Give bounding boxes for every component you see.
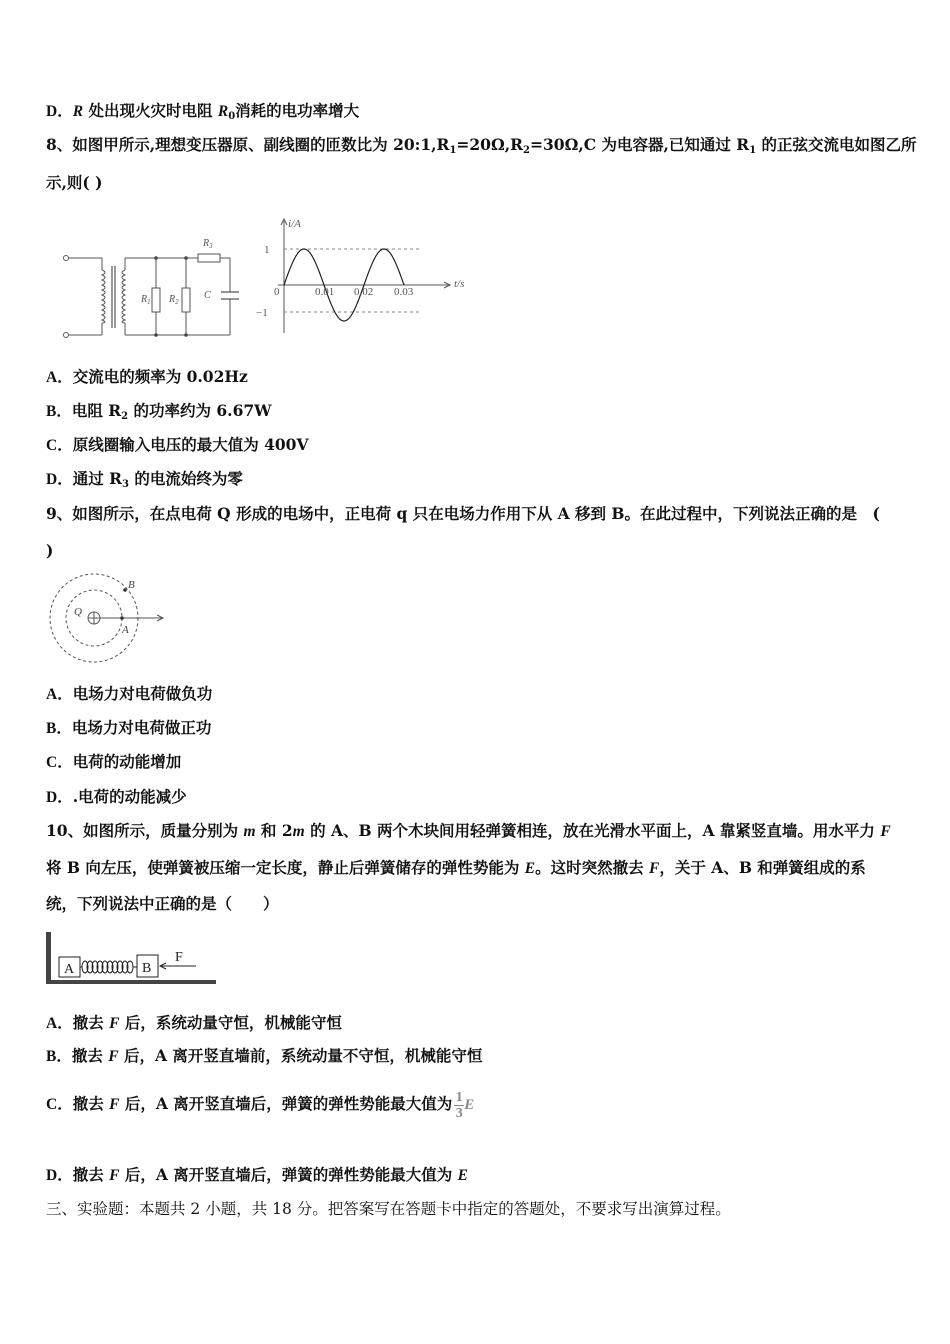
label-q: Q xyxy=(74,606,82,618)
label-b: B xyxy=(128,579,135,591)
label-a: A xyxy=(64,962,75,977)
q9-stem-line2: ) xyxy=(46,541,54,560)
q9-stem-line1: 9、如图所示，在点电荷 Q 形成的电场中，正电荷 q 只在电场力作用下从 A 移到 B。在此过程中，下列说法正确的是 ( xyxy=(46,504,880,523)
q8-stem-line2: 示,则( ) xyxy=(46,173,103,192)
q9-option-b[interactable]: B．电场力对电荷做正功 xyxy=(46,718,212,737)
point-a xyxy=(120,616,124,620)
point-b xyxy=(123,588,127,592)
input-terminal-top xyxy=(64,256,69,261)
q9-field-diagram xyxy=(44,572,174,667)
q9-option-a[interactable]: A．电场力对电荷做负功 xyxy=(46,684,213,703)
x-tick-003: 0.03 xyxy=(394,286,414,298)
q8-circuit-diagram xyxy=(58,230,248,345)
resistor-r3 xyxy=(198,254,220,262)
q8-option-b[interactable]: B．电阻 $R_2$ 的功率约为 6.67W xyxy=(46,401,272,422)
q10-stem-line3: 统，下列说法中正确的是（ ） xyxy=(46,894,279,913)
q10-stem-line2: 将 B 向左压，使弹簧被压缩一定长度，静止后弹簧储存的弹性势能为 E。这时突然撤去 F，关于 A、B 和弹簧组成的系 xyxy=(46,858,866,877)
x-tick-001: 0.01 xyxy=(315,286,335,298)
q8-option-a[interactable]: A．交流电的频率为 0.02Hz xyxy=(46,367,248,386)
r3-label: $R_3$ xyxy=(203,238,213,250)
q8-option-c[interactable]: C．原线圈输入电压的最大值为 400V xyxy=(46,435,309,454)
primary-coil xyxy=(102,270,105,323)
q9-option-d[interactable]: D．.电荷的动能减少 xyxy=(46,787,187,806)
resistor-r1 xyxy=(152,288,160,312)
q7-option-d: D．R 处出现火灾时电阻 $R_0$消耗的电功率增大 xyxy=(46,101,360,122)
q8-stem-line1: 8、如图甲所示,理想变压器原、副线圈的匝数比为 $20:1,R_1=20\Omega,R_2=30\Omega,C$ 为电容器,已知通过 $R_1$ 的正弦交流电如图乙所 xyxy=(46,135,917,156)
q10-stem-line1: 10、如图所示，质量分别为 m 和 2m 的 A、B 两个木块间用轻弹簧相连，放在光滑水平面上，A 靠紧竖直墙。用水平力 F xyxy=(46,821,891,840)
x-tick-002: 0.02 xyxy=(354,286,374,298)
r1-label: $R_1$ xyxy=(141,294,151,306)
q9-option-c[interactable]: C．电荷的动能增加 xyxy=(46,752,182,771)
label-a: A xyxy=(122,624,129,636)
secondary-coil xyxy=(122,270,125,323)
label-f: F xyxy=(175,950,183,965)
spring xyxy=(80,961,137,973)
q8-option-d[interactable]: D．通过 $R_3$ 的电流始终为零 xyxy=(46,469,243,490)
section-3-heading: 三、实验题：本题共 2 小题，共 18 分。把答案写在答题卡中指定的答题处，不要求写出演算过程。 xyxy=(46,1200,731,1218)
q10-option-c[interactable]: C．撤去 F 后，A 离开竖直墙后，弹簧的弹性势能最大值为 $\frac{1}{3}$ E xyxy=(46,1089,475,1121)
c-label: C xyxy=(204,290,211,301)
resistor-r2 xyxy=(182,288,190,312)
y-tick-neg1: −1 xyxy=(256,307,268,319)
q10-option-a[interactable]: A．撤去 F 后，系统动量守恒，机械能守恒 xyxy=(46,1013,342,1032)
input-terminal-bottom xyxy=(64,333,69,338)
label-b: B xyxy=(142,961,152,976)
q10-option-d[interactable]: D．撤去 F 后，A 离开竖直墙后，弹簧的弹性势能最大值为 E xyxy=(46,1165,469,1184)
floor xyxy=(46,980,216,984)
origin-label: 0 xyxy=(274,286,280,298)
y-tick-1: 1 xyxy=(264,244,270,256)
r2-label: $R_2$ xyxy=(169,294,179,306)
q10-spring-diagram xyxy=(46,930,221,988)
graph-ylabel: i/A xyxy=(288,218,301,230)
fraction-one-third: $\frac{1}{3}$ xyxy=(455,1089,463,1121)
graph-xlabel: t/s xyxy=(454,278,465,290)
q10-option-b[interactable]: B．撤去 F 后，A 离开竖直墙前，系统动量不守恒，机械能守恒 xyxy=(46,1046,483,1065)
q8-current-graph xyxy=(250,215,480,340)
vertical-wall xyxy=(46,932,51,983)
